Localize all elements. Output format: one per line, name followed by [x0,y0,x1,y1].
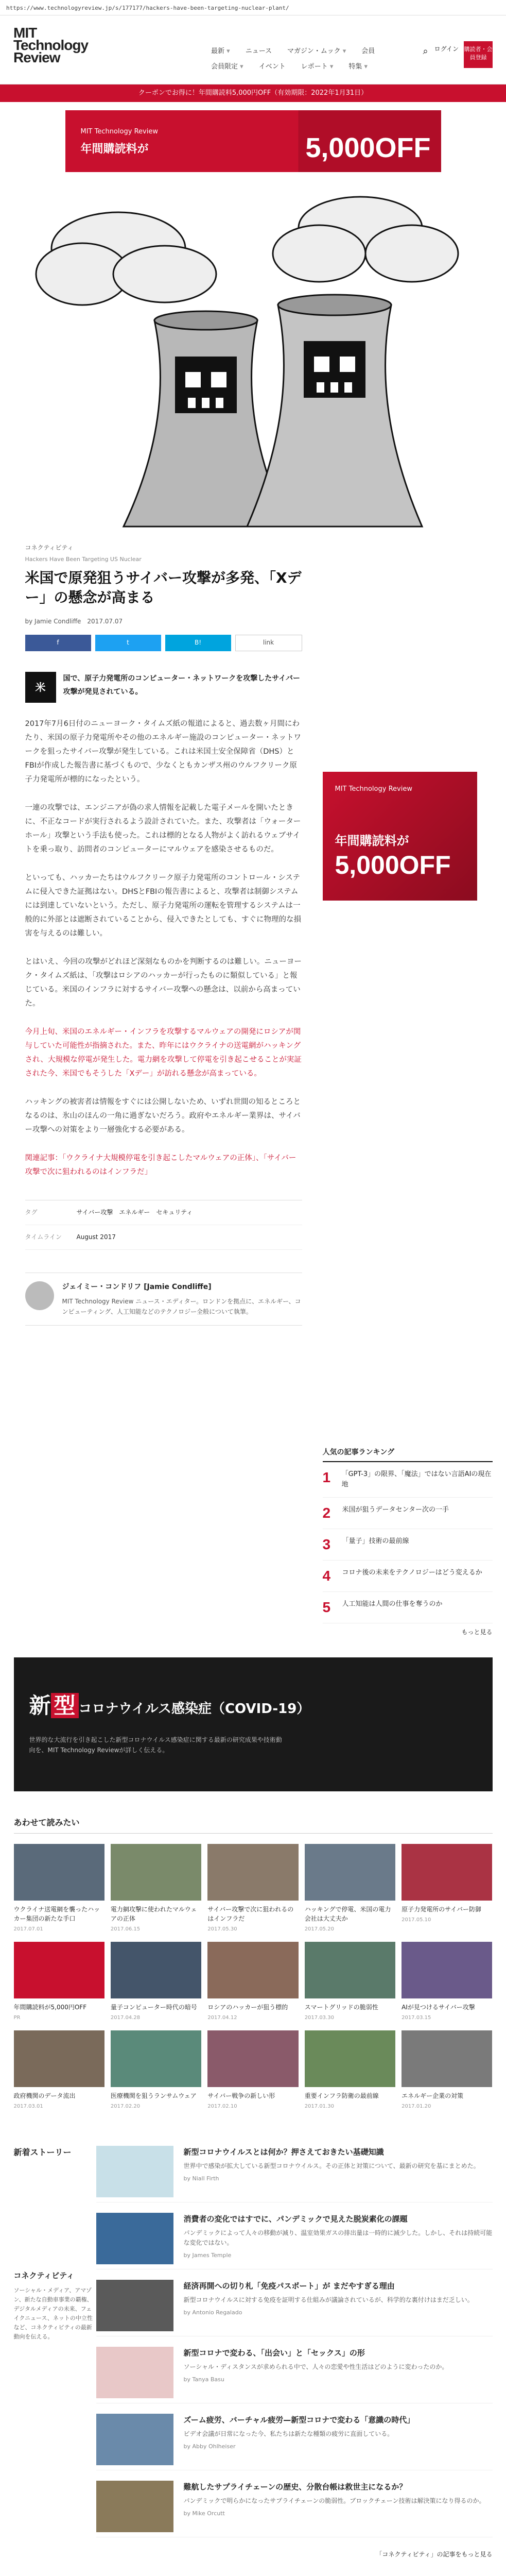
related-card[interactable] [402,1844,492,1934]
side-block [14,2269,96,2342]
body-paragraph: 2017年7月6日付のニューヨーク・タイムズ紙の報道によると、過去数ヶ月間にわたり、米国の原子力発電所やその他のエネルギー施設のコンピューター・ネットワークを狙ったサイバー攻撃が発生している。これは米国土安全保障省（DHS）とFBIが作成した報告書に基づくもので、少なくともカンザス州のウルフクリーク原子力発電所が標的になったという。 [25,719,301,784]
related-card-date: 2017.03.15 [402,2015,431,2021]
related-card-date: 2017.06.15 [110,1926,141,1933]
story-author[interactable]: by Niall Firth [183,2175,219,2182]
related-card-title[interactable]: 医療機関を狙うランサムウェア [110,2092,197,2100]
body-paragraph-highlight[interactable]: 今月上旬、米国のエネルギー・インフラを攻撃するマルウェアの開発にロシアが関与していた可能性が指摘された。また、昨年にはウクライナの送電網がハッキングされ、大規模な停電が発生した。電力網を攻撃して停電を引き起こせることが実証された今、米国でもそうした「Xデー」が訪れる懸念が高まっている。 [25,1027,302,1078]
related-card-date: 2017.05.10 [402,1917,431,1923]
timeline-key: タイムライン [25,1233,62,1241]
story-item[interactable] [96,2470,493,2537]
related-card-date: 2017.03.30 [304,2015,334,2021]
article-category[interactable]: コネクティビティ [25,544,74,551]
banner-discount: 5,000OFF [305,132,431,163]
related-card-title[interactable]: ハッキングで停電、米国の電力会社は大丈夫か [304,1906,391,1923]
rank-number: 5 [322,1599,331,1616]
related-card-title[interactable]: サイバー攻撃で次に狙われるのはインフラだ [207,1906,294,1923]
related-card[interactable] [14,1942,104,2022]
share-bar [25,635,302,651]
related-card-date: 2017.05.20 [304,1926,334,1933]
body-paragraph: とはいえ、今回の攻撃がどれほど深刻なものかを判断するのは難しい。ニューヨーク・タイムズ紙は、「攻撃はロシアのハッカーが行ったものに類似している」と報じている。米国のインフラに対するサイバー攻撃への懸念は、以前から高まっていた。 [25,957,302,1008]
article-byline: by Jamie Condliffe 2017.07.07 [25,617,123,625]
story-item[interactable] [96,2269,493,2336]
story-excerpt: 新型コロナウイルスに対する免疫を証明する仕組みが議論されているが、科学的な裏付けはまだ乏しい。 [183,2296,474,2304]
related-card[interactable] [111,2030,201,2111]
banner-brand: MIT Technology Review [80,128,158,135]
rank-title[interactable]: 人工知能は人間の仕事を奪うのか [342,1600,443,1608]
related-card-title[interactable]: エネルギー企業の対策 [402,2092,464,2100]
related-card-title[interactable]: 量子コンピューター時代の暗号 [110,2004,197,2011]
author-desc: MIT Technology Review ニュース・エディター。ロンドンを拠点に、エネルギー、コンピューティング、人工知能などのテクノロジー全般について執筆。 [62,1297,301,1315]
related-thumb[interactable] [305,2030,395,2087]
timeline-row [25,1225,302,1250]
subscribe-button[interactable]: 購読者・会員登録 [464,41,493,68]
related-card-title[interactable]: 電力網攻撃に使われたマルウェアの正体 [110,1906,197,1923]
copy-link-button[interactable]: link [235,635,302,651]
stories-more-link[interactable]: 「コネクティビティ」の記事をもっと見る [376,2551,493,2558]
facebook-share-button[interactable]: f [25,635,91,651]
covid-banner[interactable] [14,1657,493,1791]
side-block-desc: ソーシャル・メディア、アマゾン、新たな自動車事業の覇権、デジタルメディアの未来、フェイクニュース、ネットの中立性など、コネクティビティの最新動向を伝える。 [13,2287,93,2341]
related-card[interactable] [14,2030,104,2111]
related-card-title[interactable]: AIが見つけるサイバー攻撃 [402,2004,475,2011]
story-author[interactable]: by Mike Orcutt [183,2510,225,2517]
related-card-date: 2017.04.28 [110,2015,141,2021]
header-icons [423,44,459,59]
related-card[interactable] [207,1942,298,2022]
related-thumb[interactable] [402,2030,492,2087]
ranking-item[interactable] [323,1561,493,1592]
story-thumb[interactable] [96,2280,173,2331]
rank-title[interactable]: 「GPT-3」の限界、「魔法」ではない言語AIの現在地 [341,1470,492,1489]
site-header [0,15,506,84]
rank-number: 2 [322,1505,331,1521]
nav-latest[interactable]: 最新 ▾ [211,46,230,57]
related-card-date: PR [13,2015,21,2021]
related-card-title[interactable]: サイバー戦争の新しい形 [207,2092,275,2100]
story-title[interactable]: ズーム疲労、バーチャル疲労—新型コロナで変わる「意識の時代」 [183,2415,415,2425]
story-title[interactable]: 新型コロナウイルスとは何か？押さえておきたい基礎知識 [183,2147,384,2157]
related-card-date: 2017.07.01 [13,1926,43,1933]
related-card-date: 2017.01.20 [402,2104,431,2110]
related-card[interactable] [402,2030,492,2111]
related-card-title[interactable]: 年間購読料が5,000円OFF [13,2004,87,2011]
story-item[interactable] [96,2202,493,2269]
related-title: あわせて読みたい [14,1816,493,1834]
story-author[interactable]: by Antonio Regalado [183,2309,242,2316]
ranking-item[interactable] [323,1498,493,1529]
lead-initial: 米 [25,672,56,703]
ranking-title: 人気の記事ランキング [323,1447,493,1462]
nav-member[interactable]: 会員 [361,47,375,55]
nav-reports[interactable]: レポート ▾ [301,62,334,73]
related-card-date: 2017.02.20 [110,2104,141,2110]
banner-headline: 年間購読料が [80,143,149,156]
related-thumb[interactable] [14,1844,104,1901]
rank-number: 4 [322,1568,331,1584]
sidebar-ad-brand: MIT Technology Review [335,785,412,793]
rank-title[interactable]: コロナ後の未来をテクノロジーはどう変えるか [342,1569,482,1577]
related-thumb[interactable] [305,1844,395,1901]
twitter-share-button[interactable]: t [95,635,161,651]
story-thumb[interactable] [96,2146,173,2197]
nav-members-only[interactable]: 会員限定 ▾ [211,62,243,73]
sidebar-ad-headline: 年間購読料が [335,833,409,848]
rank-number: 3 [322,1536,331,1553]
nav-events[interactable]: イベント [258,63,286,71]
story-thumb[interactable] [96,2213,173,2264]
ranking-item[interactable] [323,1592,493,1623]
new-stories-label: 新着ストーリー [13,2147,72,2158]
related-wrap [14,1816,493,2576]
site-logo[interactable]: MIT Technology Review [13,25,89,65]
story-title[interactable]: 新型コロナで変わる、「出会い」と「セックス」の形 [183,2348,365,2358]
story-title[interactable]: 経済再開への切り札「免疫パスポート」が まだやすぎる理由 [183,2281,395,2291]
sidebar-ad[interactable] [323,772,477,901]
related-thumb[interactable] [111,2030,201,2087]
ranking-item[interactable] [323,1529,493,1561]
tag-key: タグ [25,1208,38,1216]
top-banner-ad[interactable] [65,110,441,172]
related-thumb[interactable] [207,2030,298,2087]
hatena-share-button[interactable]: B! [165,635,231,651]
related-card[interactable] [207,2030,298,2111]
covid-title-b: 型 [51,1693,79,1718]
story-item[interactable] [96,2403,493,2470]
rank-title[interactable]: 米国が狙うデータセンター次の一手 [342,1506,449,1514]
related-card[interactable] [402,1942,492,2022]
related-card-title[interactable]: 政府機関のデータ流出 [13,2092,76,2100]
spacer [14,2131,493,2136]
rank-number: 1 [322,1469,331,1486]
related-thumb[interactable] [402,1844,492,1901]
sidebar-ad-discount: 5,000OFF [335,851,451,880]
related-card[interactable] [305,2030,395,2111]
related-card-title[interactable]: 重要インフラ防衛の最前線 [304,2092,379,2100]
ranking-more-link[interactable]: もっと見る [461,1629,493,1636]
article-lead [25,672,302,703]
search-icon[interactable]: ⌕ [423,46,428,57]
lead-text: 国で、原子力発電所のコンピューター・ネットワークを攻撃したサイバー攻撃が発見されている。 [63,674,300,696]
sidebar [323,530,493,1638]
related-card[interactable] [111,1844,201,1934]
covid-desc: 世界的な大流行を引き起こした新型コロナウイルス感染症に関する最新の研究成果や技術動向を、MIT Technology Reviewが詳しく伝える。 [29,1736,282,1754]
related-card[interactable] [305,1942,395,2022]
related-card-title[interactable]: ウクライナ送電網を襲ったハッカー集団の新たな手口 [13,1906,100,1923]
story-author[interactable]: by James Temple [183,2252,232,2259]
author-box [25,1273,302,1325]
article-category-en: Hackers Have Been Targeting US Nuclear [25,556,142,563]
story-excerpt: ソーシャル・ディスタンスが求められる中で、人々の恋愛や性生活はどのように変わったのか。 [183,2363,448,2371]
related-thumb[interactable] [402,1942,492,1998]
tag-row [25,1200,302,1225]
side-block-title: コネクティビティ [13,2271,75,2281]
related-card-date: 2017.02.10 [207,2104,237,2110]
covid-title-a: 新 [29,1692,51,1718]
sub-nav [211,62,368,73]
story-item[interactable] [96,2136,493,2202]
story-author[interactable]: by Tanya Basu [183,2376,224,2383]
skull-icon [175,357,237,413]
covid-title-c: コロナウイルス感染症（COVID-19） [78,1701,310,1717]
story-title[interactable]: 難航したサプライチェーンの歴史、分散台帳は救世主になるか？ [183,2482,407,2492]
related-card-date: 2017.04.12 [207,2015,237,2021]
related-card[interactable] [305,1844,395,1934]
body-paragraph: といっても、ハッカーたちはウルフクリーク原子力発電所のコントロール・システムに侵入できた証拠はない。DHSとFBIの報告書によると、攻撃者は制御システムには到達していないという。ただし、原子力発電所の運転を管理するシステムは一般的に外部とは遮断されていることから、侵入できたとしても、すぐに物理的な損害を与えるのは難しい。 [25,873,301,938]
story-title[interactable]: 消費者の変化ではすでに、パンデミックで見えた脱炭素化の課題 [183,2214,408,2224]
content-wrap [14,530,493,1638]
related-thumb[interactable] [111,1942,201,1998]
tag-value[interactable]: サイバー攻撃 エネルギー セキュリティ [76,1208,193,1216]
main-nav [211,46,375,57]
promo-strip[interactable]: クーポンでお得に！年間購読料5,000円OFF（有効期限：2022年1月31日） [0,84,506,102]
related-card-title[interactable]: スマートグリッドの脆弱性 [304,2004,378,2011]
body-paragraph: ハッキングの被害者は情報をすぐには公開しないため、いずれ世間の知るところとなるのは、氷山のほんの一角に過ぎないだろう。政府やエネルギー業界は、サイバー攻撃への対策をより一層強化する必要がある。 [25,1097,301,1134]
story-excerpt: 世界中で感染が拡大している新型コロナウイルス。その正体と対策について、最新の研究を基にまとめた。 [183,2162,480,2170]
article-main [14,530,302,1326]
related-card-date: 2017.03.01 [13,2104,43,2110]
related-links-paragraph[interactable]: 関連記事：「ウクライナ大規模停電を引き起こしたマルウェアの正体」、「サイバー攻撃で次に狙われるのはインフラだ」 [25,1154,296,1176]
related-card-title[interactable]: 原子力発電所のサイバー防御 [402,1906,482,1913]
related-thumb[interactable] [14,2030,104,2087]
nav-features[interactable]: 特集 ▾ [348,62,368,73]
related-card[interactable] [111,1942,201,2022]
related-thumb[interactable] [305,1942,395,1998]
related-thumb[interactable] [207,1844,298,1901]
ranking-item[interactable] [323,1462,493,1498]
nav-news[interactable]: ニュース [245,47,272,55]
story-thumb[interactable] [96,2347,173,2398]
related-thumb[interactable] [207,1942,298,1998]
author-avatar[interactable] [25,1281,54,1310]
story-excerpt: パンデミックによって人々の移動が減り、温室効果ガスの排出量は一時的に減少した。しかし、それは持続可能な変化ではない。 [183,2229,493,2247]
nuclear-towers-illustration [0,187,506,530]
related-grid [14,1844,493,2111]
article-title: 米国で原発狙うサイバー攻撃が多発、「Xデー」の懸念が高まる [25,569,302,606]
hero-illustration [0,187,506,530]
timeline-value[interactable]: August 2017 [76,1233,116,1241]
article-tags [25,1200,302,1250]
story-excerpt: パンデミックで明らかになったサプライチェーンの脆弱性。ブロックチェーン技術は解決策になり得るのか。 [183,2497,485,2505]
story-thumb[interactable] [96,2481,173,2532]
covid-title [29,1688,310,1723]
related-card[interactable] [207,1844,298,1934]
nav-magazine[interactable]: マガジン・ムック ▾ [287,46,346,57]
story-list [96,2136,493,2537]
related-card-date: 2017.05.30 [207,1926,237,1933]
article-body [25,717,302,1179]
story-thumb[interactable] [96,2414,173,2465]
story-author[interactable]: by Abby Ohlheiser [183,2443,236,2450]
url-bar[interactable]: https://www.technologyreview.jp/s/177177/hackers-have-been-targeting-nuclear-plant/ [0,0,506,15]
author-name[interactable]: ジェイミー・コンドリフ [Jamie Condliffe] [62,1283,212,1292]
login-link[interactable]: ログイン [434,45,459,53]
story-item[interactable] [96,2336,493,2403]
rank-title[interactable]: 「量子」技術の最前線 [342,1537,409,1546]
related-thumb[interactable] [14,1942,104,1998]
related-thumb[interactable] [111,1844,201,1901]
related-card-date: 2017.01.30 [304,2104,334,2110]
story-excerpt: ビデオ会議が日常になった今、私たちは新たな種類の疲労に直面している。 [183,2430,394,2438]
related-card-title[interactable]: ロシアのハッカーが狙う標的 [207,2004,288,2011]
body-paragraph: 一連の攻撃では、エンジニアが偽の求人情報を記載した電子メールを開いたときに、不正なコードが実行されるよう設計されていた。また、攻撃者は「ウォーターホール」攻撃という手法も使った。これは標的となる人物がよく訪れるウェブサイトを乗っ取り、訪問者のコンピューターにマルウェアを感染させるものだ。 [25,803,301,854]
related-card[interactable] [14,1844,104,1934]
skull-icon [304,341,365,398]
ranking-block [323,1447,493,1638]
